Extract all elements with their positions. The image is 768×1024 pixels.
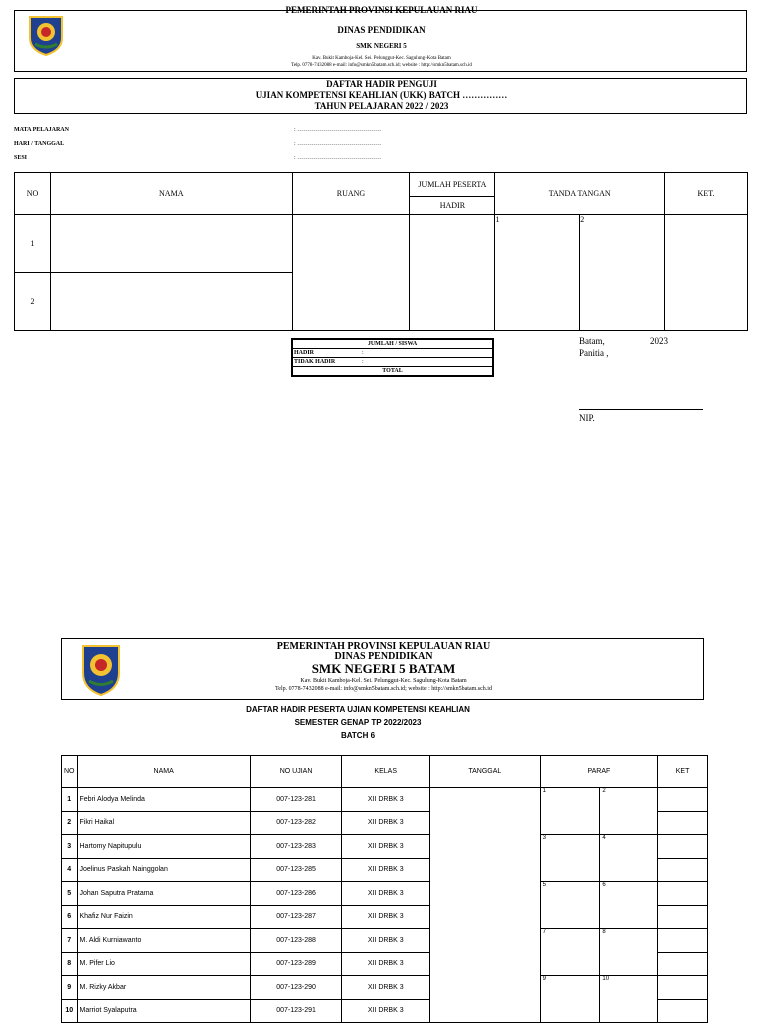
table-row bbox=[62, 882, 708, 906]
t2-no: 1 bbox=[62, 788, 78, 812]
title2-line2: SEMESTER GENAP TP 2022/2023 bbox=[294, 718, 422, 727]
t1-row-nama bbox=[50, 273, 292, 331]
table-row bbox=[62, 976, 708, 1000]
t2-no: 6 bbox=[62, 905, 78, 929]
t1-header-tanda: TANDA TANGAN bbox=[495, 173, 665, 215]
t2-paraf-cell: 10 bbox=[600, 976, 658, 1023]
t2-no-ujian: 007-123-282 bbox=[250, 811, 342, 835]
t2-kelas: XII DRBK 3 bbox=[342, 952, 430, 976]
t2-no: 5 bbox=[62, 882, 78, 906]
t2-ket bbox=[658, 905, 708, 929]
t2-ket bbox=[658, 788, 708, 812]
t2-no-ujian: 007-123-289 bbox=[250, 952, 342, 976]
t1-row-hadir bbox=[410, 215, 495, 331]
header-box-2 bbox=[61, 638, 704, 700]
summary-title: JUMLAH / SISWA bbox=[292, 339, 493, 349]
field-sesi-value: : …………………………………… bbox=[294, 155, 382, 161]
t2-paraf-cell: 4 bbox=[600, 835, 658, 882]
t2-kelas: XII DRBK 3 bbox=[342, 976, 430, 1000]
t1-header-no: NO bbox=[15, 173, 51, 215]
t2-no: 10 bbox=[62, 999, 78, 1023]
summary-total: TOTAL bbox=[292, 367, 493, 377]
t2-no: 7 bbox=[62, 929, 78, 953]
t2-ket bbox=[658, 882, 708, 906]
t1-header-jumlah: JUMLAH PESERTA bbox=[410, 173, 495, 197]
title1-line3: TAHUN PELAJARAN 2022 / 2023 bbox=[314, 101, 449, 111]
t2-no-ujian: 007-123-288 bbox=[250, 929, 342, 953]
summary-tidak-hadir-colon: : bbox=[361, 358, 493, 367]
t2-nama: Febri Alodya Melinda bbox=[77, 788, 250, 812]
sign-line bbox=[579, 409, 703, 410]
header1-line2: DINAS PENDIDIKAN bbox=[337, 25, 426, 35]
t1-sig-cell: 2 bbox=[580, 215, 665, 331]
t2-paraf-cell: 1 bbox=[540, 788, 600, 835]
sign-city: Batam, bbox=[579, 336, 605, 346]
t1-header-ket: KET. bbox=[665, 173, 748, 215]
t2-header-paraf: PARAF bbox=[540, 756, 657, 788]
t2-no-ujian: 007-123-290 bbox=[250, 976, 342, 1000]
title2-line1: DAFTAR HADIR PESERTA UJIAN KOMPETENSI KEAHLIAN bbox=[246, 705, 470, 714]
header2-addr1: Kav. Bukit Kamboja-Kel. Sei. Pelunggut-Kec. Sagulung-Kota Batam bbox=[300, 678, 467, 684]
t2-nama: M. Pifer Lio bbox=[77, 952, 250, 976]
t2-header-tanggal: TANGGAL bbox=[430, 756, 541, 788]
t2-nama: Johan Saputra Pratama bbox=[77, 882, 250, 906]
summary-tidak-hadir-label: TIDAK HADIR bbox=[292, 358, 361, 367]
field-sesi-label: SESI bbox=[14, 155, 28, 161]
t2-nama: Joelinus Paskah Nainggolan bbox=[77, 858, 250, 882]
field-hari-tanggal-value: : …………………………………… bbox=[294, 141, 382, 147]
t2-kelas: XII DRBK 3 bbox=[342, 999, 430, 1023]
t2-paraf-cell: 6 bbox=[600, 882, 658, 929]
t2-paraf-cell: 9 bbox=[540, 976, 600, 1023]
table-row bbox=[62, 929, 708, 953]
t1-row-ruang bbox=[292, 215, 410, 331]
title-box-1 bbox=[14, 78, 747, 114]
t2-ket bbox=[658, 835, 708, 859]
t2-ket bbox=[658, 952, 708, 976]
t2-no: 3 bbox=[62, 835, 78, 859]
sign-year: 2023 bbox=[650, 336, 668, 346]
penguji-table bbox=[14, 172, 748, 331]
header2-addr2: Telp. 0778-7432088 e-mail: info@smkn5batam.sch.id; website : http://smkn5batam.sch.id bbox=[275, 686, 492, 692]
t1-row-nama bbox=[50, 215, 292, 273]
t2-kelas: XII DRBK 3 bbox=[342, 835, 430, 859]
title1-line2: UJIAN KOMPETENSI KEAHLIAN (UKK) BATCH …………… bbox=[255, 90, 508, 100]
t1-header-hadir: HADIR bbox=[410, 197, 495, 215]
t2-paraf-cell: 8 bbox=[600, 929, 658, 976]
t2-nama: Fikri Haikal bbox=[77, 811, 250, 835]
t2-ket bbox=[658, 929, 708, 953]
header1-line3: SMK NEGERI 5 bbox=[356, 42, 407, 50]
t2-nama: M. Rizky Akbar bbox=[77, 976, 250, 1000]
t2-paraf-cell: 7 bbox=[540, 929, 600, 976]
t2-no: 2 bbox=[62, 811, 78, 835]
t2-nama: Marriot Syalaputra bbox=[77, 999, 250, 1023]
table-row bbox=[62, 788, 708, 812]
t2-kelas: XII DRBK 3 bbox=[342, 811, 430, 835]
t2-ket bbox=[658, 811, 708, 835]
field-mata-pelajaran-value: : …………………………………… bbox=[294, 127, 382, 133]
t2-header-ket: KET bbox=[658, 756, 708, 788]
t2-no: 8 bbox=[62, 952, 78, 976]
t2-no: 9 bbox=[62, 976, 78, 1000]
header1-line1: PEMERINTAH PROVINSI KEPULAUAN RIAU bbox=[285, 5, 478, 15]
field-hari-tanggal-label: HARI / TANGGAL bbox=[14, 141, 65, 147]
t2-ket bbox=[658, 999, 708, 1023]
t2-kelas: XII DRBK 3 bbox=[342, 882, 430, 906]
t2-paraf-cell: 2 bbox=[600, 788, 658, 835]
title2-line3: BATCH 6 bbox=[340, 731, 376, 740]
t2-kelas: XII DRBK 3 bbox=[342, 905, 430, 929]
t2-kelas: XII DRBK 3 bbox=[342, 929, 430, 953]
sign-role: Panitia , bbox=[579, 348, 609, 358]
title1-line1: DAFTAR HADIR PENGUJI bbox=[326, 79, 437, 89]
t2-no-ujian: 007-123-283 bbox=[250, 835, 342, 859]
peserta-table bbox=[61, 755, 708, 1023]
header1-addr1: Kav. Bukit Kamboja-Kel. Sei. Pelunggut-Kec. Sagulung-Kota Batam bbox=[312, 56, 451, 61]
t2-no-ujian: 007-123-286 bbox=[250, 882, 342, 906]
t2-tanggal bbox=[430, 788, 541, 1023]
header2-line1: PEMERINTAH PROVINSI KEPULAUAN RIAU bbox=[276, 641, 491, 652]
t2-paraf-cell: 3 bbox=[540, 835, 600, 882]
t2-header-no: NO bbox=[62, 756, 78, 788]
header2-line3: SMK NEGERI 5 BATAM bbox=[311, 661, 456, 676]
header1-addr2: Telp. 0778-7432088 e-mail: info@smkn5batam.sch.id; website : http://smkn5batam.sch.id bbox=[291, 63, 472, 68]
header-box-1 bbox=[14, 5, 747, 72]
t2-no-ujian: 007-123-287 bbox=[250, 905, 342, 929]
t1-header-ruang: RUANG bbox=[292, 173, 410, 215]
t2-no-ujian: 007-123-285 bbox=[250, 858, 342, 882]
t2-no: 4 bbox=[62, 858, 78, 882]
summary-table bbox=[291, 338, 494, 377]
t2-ket bbox=[658, 858, 708, 882]
t2-no-ujian: 007-123-281 bbox=[250, 788, 342, 812]
t2-nama: Hartomy Napitupulu bbox=[77, 835, 250, 859]
summary-hadir-label: HADIR bbox=[292, 349, 361, 358]
t1-row-no: 1 bbox=[15, 215, 51, 273]
sign-nip: NIP. bbox=[579, 413, 595, 423]
t2-header-kelas: KELAS bbox=[342, 756, 430, 788]
t2-kelas: XII DRBK 3 bbox=[342, 788, 430, 812]
t1-header-nama: NAMA bbox=[50, 173, 292, 215]
t2-no-ujian: 007-123-291 bbox=[250, 999, 342, 1023]
header2-line2: DINAS PENDIDIKAN bbox=[334, 651, 433, 662]
table-row bbox=[62, 835, 708, 859]
t1-sig-cell: 1 bbox=[495, 215, 580, 331]
t2-kelas: XII DRBK 3 bbox=[342, 858, 430, 882]
t2-ket bbox=[658, 976, 708, 1000]
t1-row-ket bbox=[665, 215, 748, 331]
field-mata-pelajaran-label: MATA PELAJARAN bbox=[14, 127, 69, 133]
t2-header-nama: NAMA bbox=[77, 756, 250, 788]
t2-nama: Khafiz Nur Faizin bbox=[77, 905, 250, 929]
t2-paraf-cell: 5 bbox=[540, 882, 600, 929]
t2-header-no-ujian: NO UJIAN bbox=[250, 756, 342, 788]
t1-row-no: 2 bbox=[15, 273, 51, 331]
summary-hadir-colon: : bbox=[361, 349, 493, 358]
t2-nama: M. Aldi Kurniawanto bbox=[77, 929, 250, 953]
